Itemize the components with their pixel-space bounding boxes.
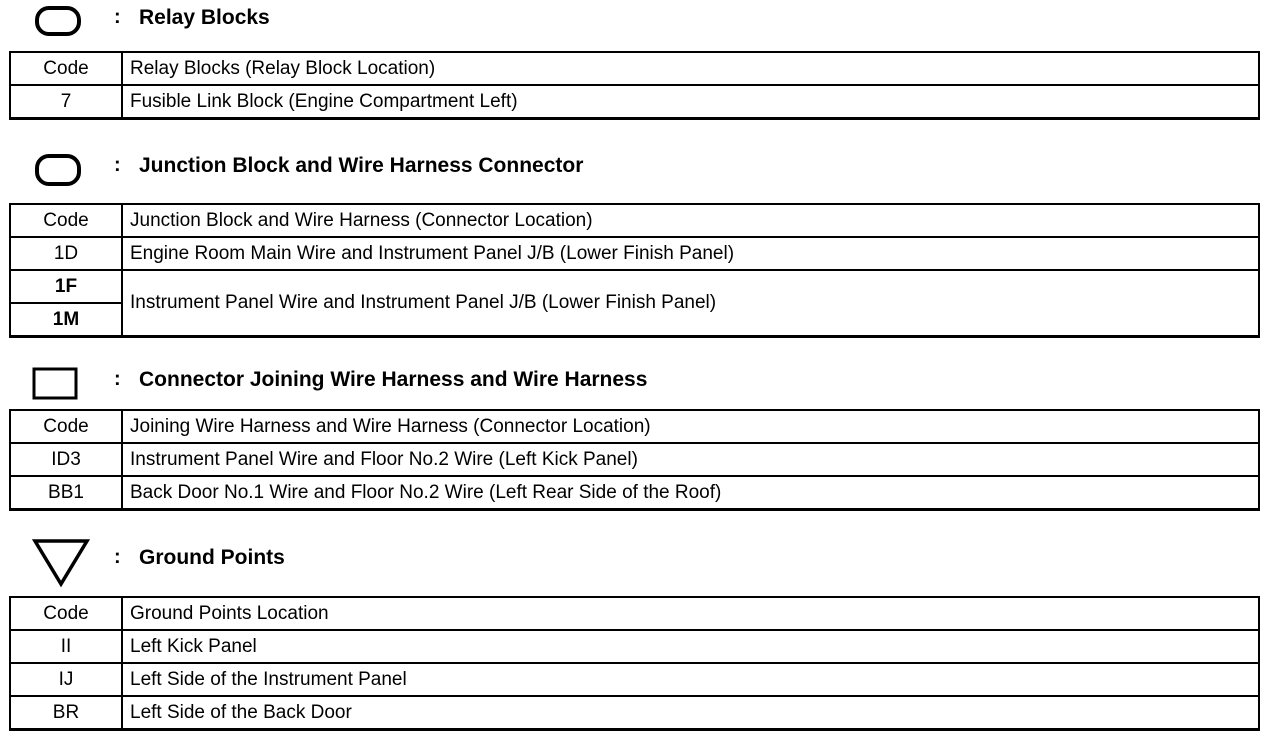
code-cell: BR — [10, 696, 122, 730]
code-cell: IJ — [10, 663, 122, 696]
description-cell: Back Door No.1 Wire and Floor No.2 Wire (Left Rear Side of the Roof) — [122, 476, 1259, 510]
code-cell: 1F — [10, 270, 122, 303]
description-cell: Left Kick Panel — [122, 630, 1259, 663]
connector-joining-table — [9, 409, 1260, 511]
code-header: Code — [10, 410, 122, 443]
table-row — [10, 630, 1259, 663]
colon: : — [114, 6, 121, 28]
description-cell: Instrument Panel Wire and Floor No.2 Wire (Left Kick Panel) — [122, 443, 1259, 476]
description-cell: Left Side of the Instrument Panel — [122, 663, 1259, 696]
description-header: Junction Block and Wire Harness (Connector Location) — [122, 204, 1259, 237]
description-header: Relay Blocks (Relay Block Location) — [122, 52, 1259, 85]
code-cell: 1M — [10, 303, 122, 337]
section-title: Relay Blocks — [139, 6, 270, 29]
description-header: Ground Points Location — [122, 597, 1259, 630]
table-row — [10, 443, 1259, 476]
code-header: Code — [10, 204, 122, 237]
description-cell: Engine Room Main Wire and Instrument Panel J/B (Lower Finish Panel) — [122, 237, 1259, 270]
section-title: Junction Block and Wire Harness Connector — [139, 154, 584, 177]
table-row — [10, 476, 1259, 510]
junction-block-table — [9, 203, 1260, 338]
table-header-row — [10, 52, 1259, 85]
description-cell: Instrument Panel Wire and Instrument Panel J/B (Lower Finish Panel) — [122, 270, 1259, 337]
code-cell: ID3 — [10, 443, 122, 476]
inverted-triangle-icon — [32, 538, 90, 588]
code-header: Code — [10, 52, 122, 85]
code-cell: II — [10, 630, 122, 663]
description-header: Joining Wire Harness and Wire Harness (Connector Location) — [122, 410, 1259, 443]
table-row — [10, 663, 1259, 696]
table-row — [10, 85, 1259, 119]
rounded-rect-thick-icon — [34, 153, 82, 187]
table-row — [10, 237, 1259, 270]
table-header-row — [10, 204, 1259, 237]
table-row — [10, 270, 1259, 303]
section-title: Connector Joining Wire Harness and Wire Harness — [139, 368, 648, 391]
code-cell: BB1 — [10, 476, 122, 510]
description-cell: Left Side of the Back Door — [122, 696, 1259, 730]
table-row — [10, 696, 1259, 730]
ground-points-table — [9, 596, 1260, 731]
colon: : — [114, 368, 121, 390]
section-title: Ground Points — [139, 546, 285, 569]
rectangle-icon — [32, 366, 78, 400]
code-header: Code — [10, 597, 122, 630]
table-header-row — [10, 597, 1259, 630]
table-header-row — [10, 410, 1259, 443]
code-cell: 7 — [10, 85, 122, 119]
colon: : — [114, 154, 121, 176]
code-cell: 1D — [10, 237, 122, 270]
description-cell: Fusible Link Block (Engine Compartment Left) — [122, 85, 1259, 119]
rounded-rect-thick-icon — [34, 5, 82, 37]
colon: : — [114, 546, 121, 568]
relay-blocks-table — [9, 51, 1260, 120]
